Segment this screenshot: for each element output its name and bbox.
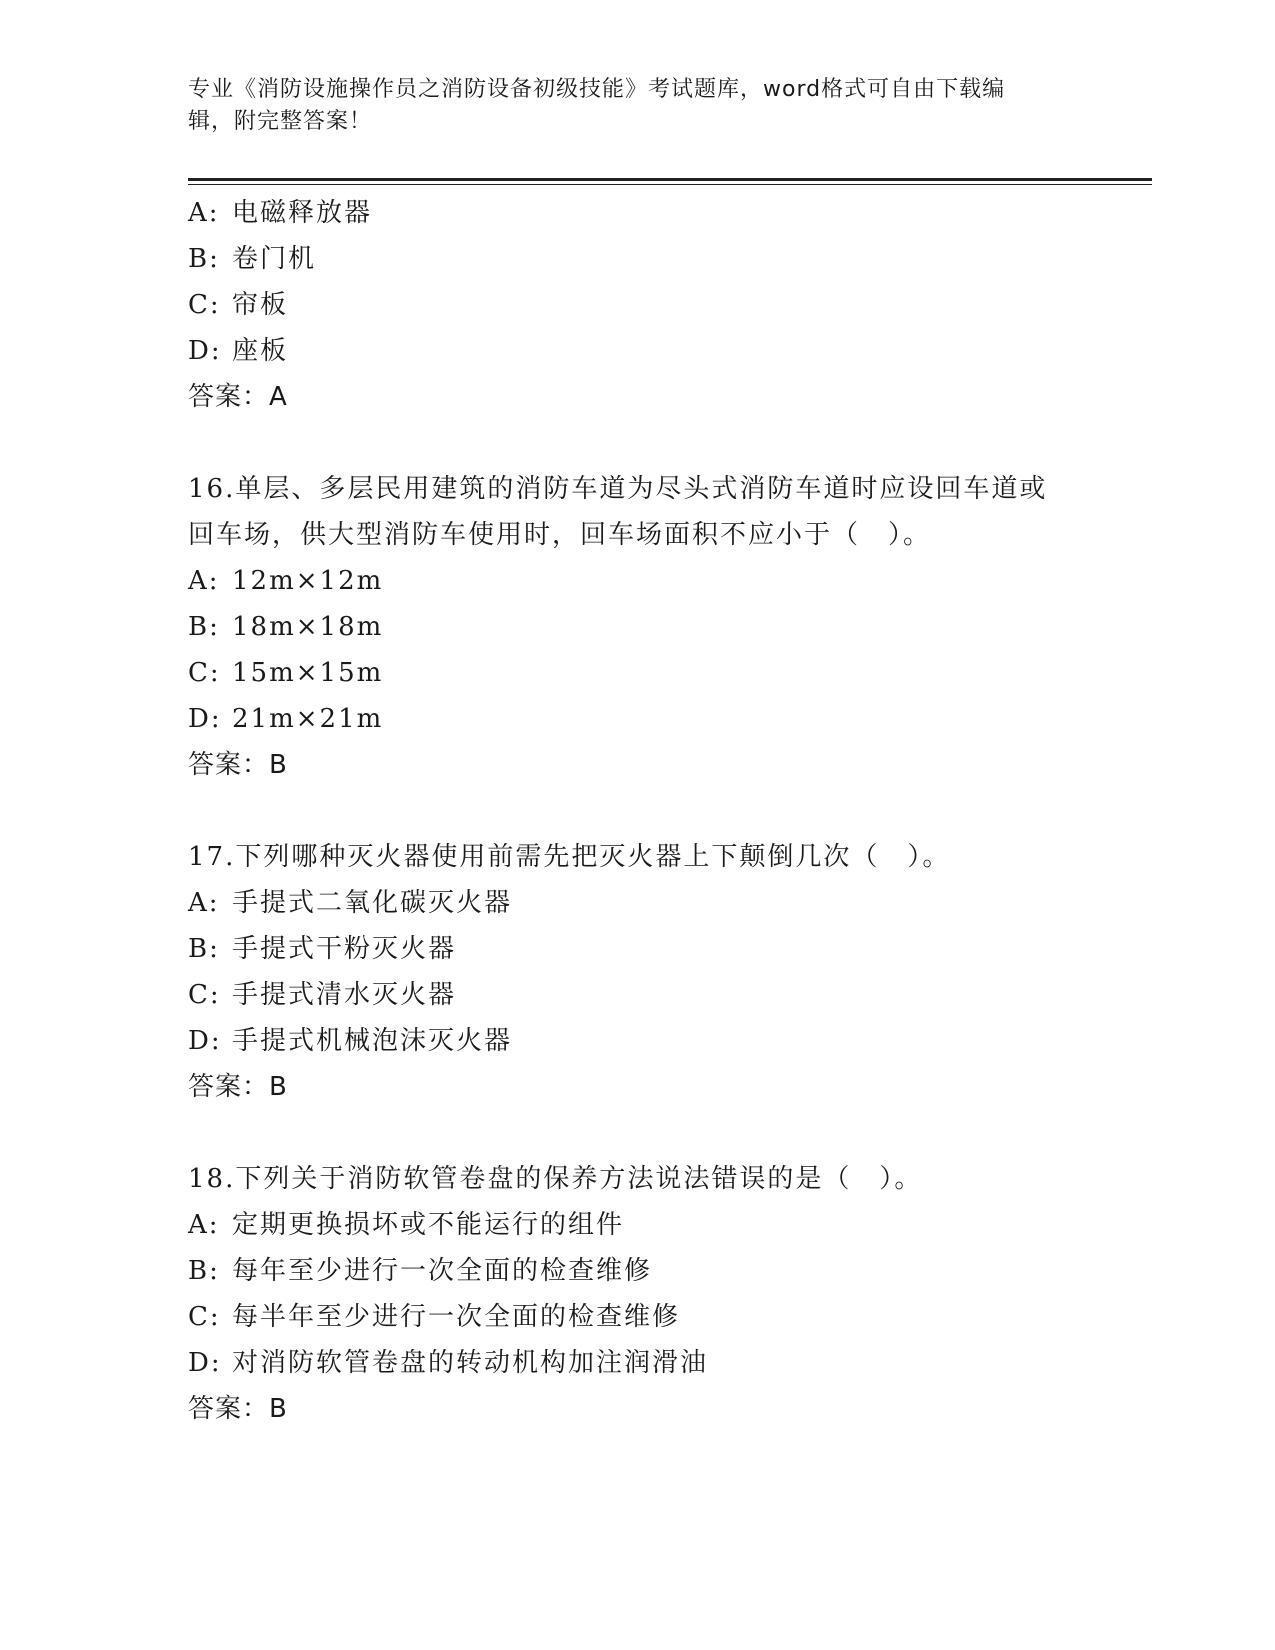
question-15 xyxy=(188,190,1148,420)
question-stem: 17.下列哪种灭火器使用前需先把灭火器上下颠倒几次（ ）。 xyxy=(188,842,951,872)
option-d: D: 座板 xyxy=(188,336,289,366)
option-d: D: 21m×21m xyxy=(188,704,384,734)
question-list xyxy=(188,190,1148,1432)
option-text: 帘板 xyxy=(232,290,289,320)
answer-value: A xyxy=(269,382,288,412)
option-b: B: 手提式干粉灭火器 xyxy=(188,934,457,964)
document-header xyxy=(188,74,1088,138)
option-text: 手提式二氧化碳灭火器 xyxy=(232,888,513,918)
option-b: B: 18m×18m xyxy=(188,612,384,642)
header-divider-thin xyxy=(188,184,1152,185)
question-16 xyxy=(188,466,1148,788)
answer-line: 答案：A xyxy=(188,382,288,412)
answer-value: B xyxy=(269,1072,288,1102)
option-text: 每半年至少进行一次全面的检查维修 xyxy=(232,1302,681,1332)
question-17 xyxy=(188,834,1148,1110)
option-text: 座板 xyxy=(232,336,289,366)
option-text: 21m×21m xyxy=(232,704,384,734)
option-b: B: 每年至少进行一次全面的检查维修 xyxy=(188,1256,653,1286)
option-a: A: 手提式二氧化碳灭火器 xyxy=(188,888,513,918)
option-text: 12m×12m xyxy=(232,566,384,596)
question-18 xyxy=(188,1156,1148,1432)
option-a: A: 定期更换损坏或不能运行的组件 xyxy=(188,1210,625,1240)
option-text: 对消防软管卷盘的转动机构加注润滑油 xyxy=(232,1348,709,1378)
option-d: D: 手提式机械泡沫灭火器 xyxy=(188,1026,513,1056)
option-d: D: 对消防软管卷盘的转动机构加注润滑油 xyxy=(188,1348,709,1378)
option-a: A: 12m×12m xyxy=(188,566,384,596)
option-text: 手提式机械泡沫灭火器 xyxy=(232,1026,513,1056)
header-line-2: 辑，附完整答案！ xyxy=(188,109,373,134)
answer-line: 答案：B xyxy=(188,750,288,780)
option-text: 15m×15m xyxy=(232,658,384,688)
option-c: C: 每半年至少进行一次全面的检查维修 xyxy=(188,1302,681,1332)
option-text: 定期更换损坏或不能运行的组件 xyxy=(232,1210,625,1240)
option-text: 18m×18m xyxy=(232,612,384,642)
option-c: C: 15m×15m xyxy=(188,658,384,688)
option-text: 电磁释放器 xyxy=(232,198,373,228)
option-c: C: 手提式清水灭火器 xyxy=(188,980,457,1010)
option-b: B: 卷门机 xyxy=(188,244,317,274)
answer-value: B xyxy=(269,750,288,780)
answer-line: 答案：B xyxy=(188,1394,288,1424)
question-stem: 18.下列关于消防软管卷盘的保养方法说法错误的是（ ）。 xyxy=(188,1164,923,1194)
option-a: A: 电磁释放器 xyxy=(188,198,373,228)
option-text: 每年至少进行一次全面的检查维修 xyxy=(232,1256,653,1286)
option-text: 手提式清水灭火器 xyxy=(232,980,457,1010)
header-divider-thick xyxy=(188,178,1152,181)
option-text: 手提式干粉灭火器 xyxy=(232,934,457,964)
answer-line: 答案：B xyxy=(188,1072,288,1102)
header-line-1: 专业《消防设施操作员之消防设备初级技能》考试题库，word格式可自由下载编 xyxy=(188,77,1006,102)
option-text: 卷门机 xyxy=(232,244,317,274)
question-stem: 16.单层、多层民用建筑的消防车道为尽头式消防车道时应设回车道或 回车场，供大型消防车使用时，回车场面积不应小于（ ）。 xyxy=(188,474,1048,550)
answer-value: B xyxy=(269,1394,288,1424)
option-c: C: 帘板 xyxy=(188,290,289,320)
